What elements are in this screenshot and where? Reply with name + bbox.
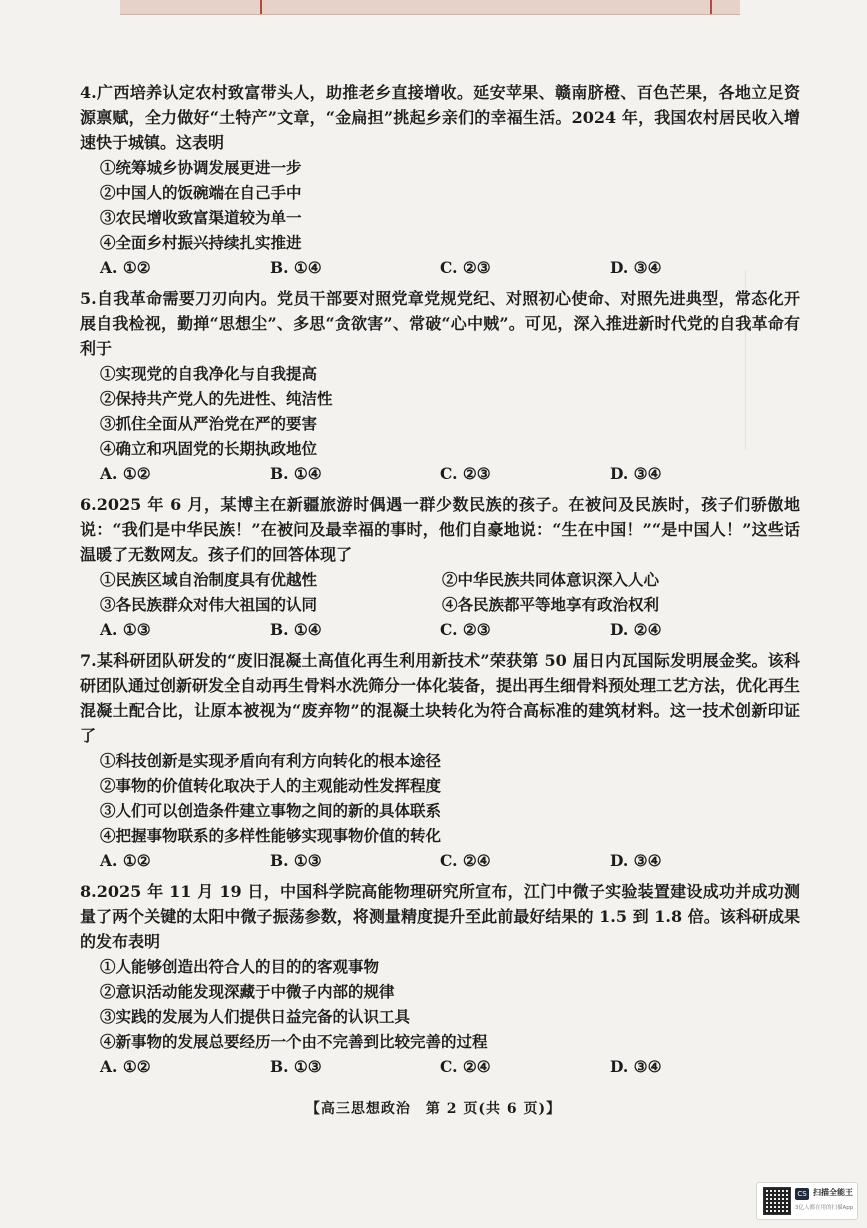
scanner-watermark xyxy=(756,1182,858,1220)
page-footer: 【高三思想政治 第 2 页(共 6 页)】 xyxy=(305,1101,562,1117)
answer-choices xyxy=(80,1054,800,1079)
answer-b: B. ①④ xyxy=(270,620,322,639)
answer-c: C. ②③ xyxy=(440,258,491,277)
answer-d: D. ②④ xyxy=(610,620,662,639)
option-2: ②中国人的饭碗端在自己手中 xyxy=(100,183,302,202)
question-stem: 7.某科研团队研发的“废旧混凝土高值化再生利用新技术”荣获第 50 届日内瓦国际发明展金奖。该科研团队通过创新研发全自动再生骨料水洗筛分一体化装备，提出再生细骨料预处理工艺方法，优化再生混凝土配合比，让原本被视为“废弃物”的混凝土块转化为符合高标准的建筑材料。这一技术创新印证了 xyxy=(80,651,801,745)
option-grid xyxy=(80,567,800,617)
answer-d: D. ③④ xyxy=(610,258,662,277)
answer-choices xyxy=(80,848,800,873)
question-6 xyxy=(80,492,800,642)
answer-d: D. ③④ xyxy=(610,851,662,870)
answer-d: D. ③④ xyxy=(610,464,662,483)
question-stem: 6.2025 年 6 月，某博主在新疆旅游时偶遇一群少数民族的孩子。在被问及民族时，孩子们骄傲地说：“我们是中华民族！”在被问及最幸福的事时，他们自豪地说：“生在中国！”“是中国人！”这些话温暖了无数网友。孩子们的回答体现了 xyxy=(80,495,800,564)
answer-d: D. ③④ xyxy=(610,1057,662,1076)
option-1: ①人能够创造出符合人的目的的客观事物 xyxy=(100,957,380,976)
option-2: ②中华民族共同体意识深入人心 xyxy=(442,570,660,589)
question-stem: 5.自我革命需要刀刃向内。党员干部要对照党章党规党纪、对照初心使命、对照先进典型，常态化开展自我检视，勤掸“思想尘”、多思“贪欲害”、常破“心中贼”。可见，深入推进新时代党的自我革命有利于 xyxy=(80,289,800,358)
option-4: ④把握事物联系的多样性能够实现事物价值的转化 xyxy=(100,826,442,845)
answer-choices xyxy=(80,461,800,486)
qr-code-icon xyxy=(763,1187,791,1215)
question-list xyxy=(80,80,800,1085)
answer-choices xyxy=(80,617,800,642)
strip-mark xyxy=(710,0,712,14)
option-2: ②保持共产党人的先进性、纯洁性 xyxy=(100,389,333,408)
scanner-subtitle: 3亿人都在用的扫描App xyxy=(795,1205,854,1211)
answer-b: B. ①④ xyxy=(270,258,322,277)
answer-a: A. ①③ xyxy=(100,620,151,639)
answer-c: C. ②④ xyxy=(440,1057,491,1076)
answer-choices xyxy=(80,255,800,280)
option-1: ①统筹城乡协调发展更进一步 xyxy=(100,158,302,177)
answer-c: C. ②④ xyxy=(440,851,491,870)
top-edge-strip xyxy=(120,0,740,15)
answer-a: A. ①② xyxy=(100,851,151,870)
answer-b: B. ①④ xyxy=(270,464,322,483)
option-1: ①科技创新是实现矛盾向有利方向转化的根本途径 xyxy=(100,751,442,770)
question-stem: 4.广西培养认定农村致富带头人，助推老乡直接增收。延安苹果、赣南脐橙、百色芒果，各地立足资源禀赋，全力做好“土特产”文章，“金扁担”挑起乡亲们的幸福生活。2024 年，我国农村居民收入增速快于城镇。这表明 xyxy=(80,83,800,152)
option-3: ③实践的发展为人们提供日益完备的认识工具 xyxy=(100,1007,411,1026)
option-4: ④新事物的发展总要经历一个由不完善到比较完善的过程 xyxy=(100,1032,488,1051)
question-5 xyxy=(80,286,800,486)
question-4 xyxy=(80,80,800,280)
option-1: ①实现党的自我净化与自我提高 xyxy=(100,364,318,383)
camscanner-logo-icon: CS xyxy=(795,1188,809,1200)
answer-c: C. ②③ xyxy=(440,620,491,639)
scanner-title: 扫描全能王 xyxy=(813,1188,853,1197)
answer-a: A. ①② xyxy=(100,464,151,483)
option-1: ①民族区域自治制度具有优越性 xyxy=(100,570,318,589)
answer-b: B. ①③ xyxy=(270,1057,322,1076)
question-8 xyxy=(80,879,800,1079)
answer-b: B. ①③ xyxy=(270,851,322,870)
option-3: ③人们可以创造条件建立事物之间的新的具体联系 xyxy=(100,801,442,820)
option-3: ③抓住全面从严治党在严的要害 xyxy=(100,414,318,433)
question-stem: 8.2025 年 11 月 19 日，中国科学院高能物理研究所宣布，江门中微子实验装置建设成功并成功测量了两个关键的太阳中微子振荡参数，将测量精度提升至此前最好结果的 1.5 到 1.8 倍。该科研成果的发布表明 xyxy=(80,882,800,951)
answer-c: C. ②③ xyxy=(440,464,491,483)
option-4: ④全面乡村振兴持续扎实推进 xyxy=(100,233,302,252)
option-2: ②事物的价值转化取决于人的主观能动性发挥程度 xyxy=(100,776,442,795)
option-3: ③农民增收致富渠道较为单一 xyxy=(100,208,302,227)
option-4: ④确立和巩固党的长期执政地位 xyxy=(100,439,318,458)
option-3: ③各民族群众对伟大祖国的认同 xyxy=(100,595,318,614)
option-4: ④各民族都平等地享有政治权利 xyxy=(442,595,660,614)
strip-mark xyxy=(260,0,262,14)
answer-a: A. ①② xyxy=(100,1057,151,1076)
answer-a: A. ①② xyxy=(100,258,151,277)
question-7 xyxy=(80,648,800,873)
option-2: ②意识活动能发现深藏于中微子内部的规律 xyxy=(100,982,395,1001)
